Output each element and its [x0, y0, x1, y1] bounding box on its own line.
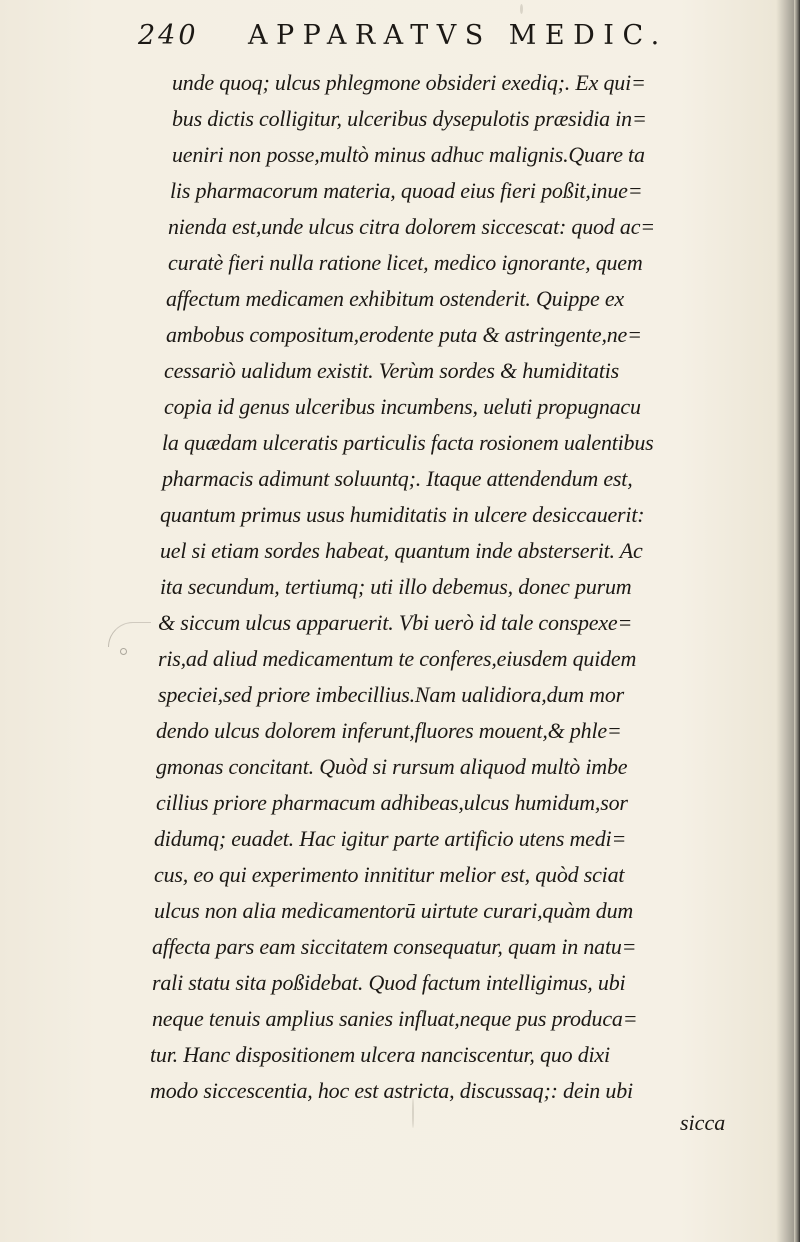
text-line: rali statu sita poßidebat. Quod factum intelligimus, ubi	[152, 970, 626, 995]
text-line: cessariò ualidum existit. Verùm sordes & humiditatis	[164, 358, 620, 383]
text-line: nienda est,unde ulcus citra dolorem siccescat: quod ac=	[168, 214, 655, 239]
text-line: curatè fieri nulla ratione licet, medico ignorante, quem	[168, 250, 643, 275]
text-line: pharmacis adimunt soluuntq;. Itaque attendendum est,	[162, 466, 633, 491]
running-title: APPARATVS MEDIC.	[248, 20, 668, 51]
text-line: affecta pars eam siccitatem consequatur, quam in natu=	[152, 934, 637, 959]
text-line: uel si etiam sordes habeat, quantum inde absterserit. Ac	[160, 538, 643, 563]
stray-ink-mark	[108, 622, 151, 647]
text-line: tur. Hanc dispositionem ulcera nanciscentur, quo dixi	[150, 1042, 610, 1067]
text-line: cus, eo qui experimento innititur melior est, quòd sciat	[154, 862, 625, 887]
text-line: quantum primus usus humiditatis in ulcere desiccauerit:	[160, 502, 645, 527]
text-line: lis pharmacorum materia, quoad eius fieri poßit,inue=	[170, 178, 643, 203]
paper-speck	[412, 1098, 414, 1128]
text-line: dendo ulcus dolorem inferunt,fluores mouent,& phle=	[156, 718, 622, 743]
text-line: la quædam ulceratis particulis facta rosionem ualentibus	[162, 430, 654, 455]
text-line: cillius priore pharmacum adhibeas,ulcus humidum,sor	[156, 790, 628, 815]
text-line: gmonas concitant. Quòd si rursum aliquod multò imbe	[156, 754, 628, 779]
text-line: bus dictis colligitur, ulceribus dysepulotis præsidia in=	[172, 106, 647, 131]
text-line: copia id genus ulceribus incumbens, ueluti propugnacu	[164, 394, 641, 419]
margin-ring-mark	[120, 648, 127, 655]
text-line: & siccum ulcus apparuerit. Vbi uerò id tale conspexe=	[158, 610, 633, 635]
catchword: sicca	[680, 1110, 726, 1135]
text-line: speciei,sed priore imbecillius.Nam ualidiora,dum mor	[158, 682, 625, 707]
text-line: ueniri non posse,multò minus adhuc malignis.Quare ta	[172, 142, 645, 167]
text-line: neque tenuis amplius sanies influat,neque pus produca=	[152, 1006, 638, 1031]
text-line: ris,ad aliud medicamentum te conferes,eiusdem quidem	[158, 646, 637, 671]
text-line: unde quoq; ulcus phlegmone obsideri exediq;. Ex qui=	[172, 70, 646, 95]
page-header	[138, 18, 698, 58]
text-line: didumq; euadet. Hac igitur parte artificio utens medi=	[154, 826, 627, 851]
text-line: ita secundum, tertiumq; uti illo debemus, donec purum	[160, 574, 632, 599]
text-line: modo siccescentia, hoc est astricta, discussaq;: dein ubi	[150, 1078, 633, 1103]
text-line: ambobus compositum,erodente puta & astringente,ne=	[166, 322, 642, 347]
text-line: affectum medicamen exhibitum ostenderit. Quippe ex	[166, 286, 624, 311]
paper-speck	[520, 4, 523, 14]
page-edge-shadow	[794, 0, 800, 1242]
text-line: ulcus non alia medicamentorū uirtute curari,quàm dum	[154, 898, 634, 923]
page-number: 240	[138, 20, 199, 51]
